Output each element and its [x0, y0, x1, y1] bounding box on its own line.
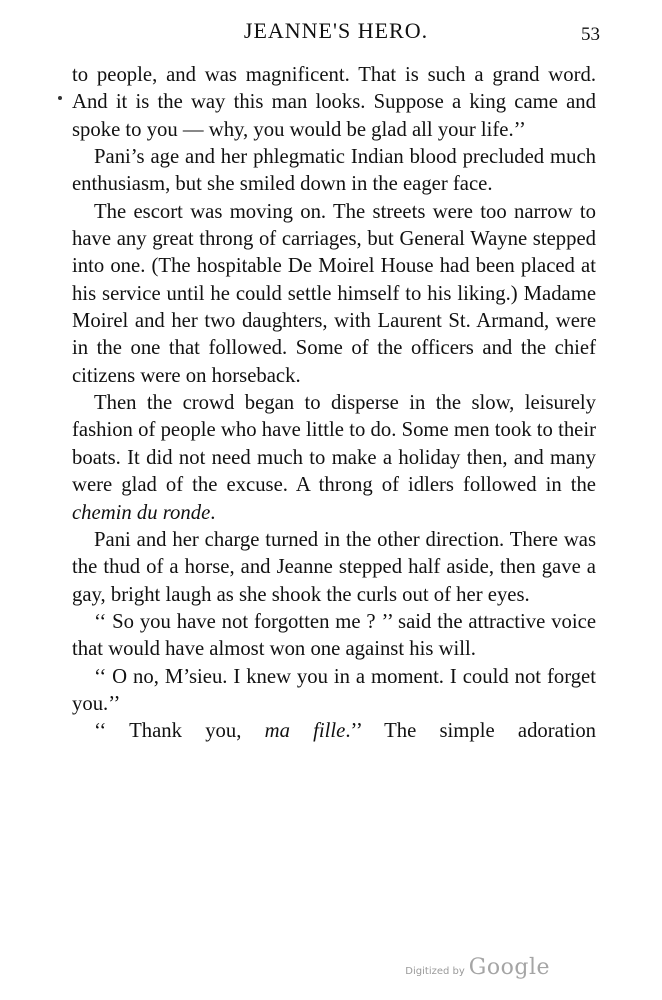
running-title: JEANNE'S HERO.	[243, 18, 429, 43]
paragraph	[72, 144, 596, 199]
paragraph	[72, 390, 596, 527]
paragraph	[72, 609, 596, 664]
paragraph	[72, 718, 596, 745]
text-segment: to people, and was magnificent. That is such a grand word. And it is the way this man looks. Suppose a king came and spoke to you — why, you would be glad all your life.’’	[72, 64, 596, 141]
watermark-prefix: Digitized by	[405, 966, 465, 977]
paragraph	[72, 62, 596, 144]
text-segment: ‘‘ O no, M’sieu. I knew you in a moment. I could not forget you.’’	[72, 665, 596, 715]
margin-mark	[58, 96, 62, 100]
page-header	[72, 18, 600, 52]
text-segment: The escort was moving on. The streets were too narrow to have any great throng of carriages, but General Wayne stepped into one. (The hospitable De Moirel House had been placed at his service until he could settle himself to his liking.) Madame Moirel and her two daughters, with Laurent St. Armand, were in the one that followed. Some of the officers and the chief citizens were on horseback.	[72, 200, 596, 387]
italic-text: chemin du ronde	[72, 501, 211, 524]
text-segment: .	[210, 501, 216, 524]
paragraph	[72, 664, 596, 719]
paragraph	[72, 199, 596, 390]
text-segment: ‘‘ Thank you,	[94, 720, 265, 743]
body-text	[72, 62, 596, 746]
text-segment: Pani and her charge turned in the other direction. There was the thud of a horse, and Jeanne stepped half aside, then gave a gay, bright laugh as she shook the curls out of her eyes.	[72, 528, 596, 606]
digitized-watermark	[405, 955, 550, 980]
page-number: 53	[581, 24, 600, 45]
text-segment: ‘‘ So you have not forgotten me ? ’’ said the attractive voice that would have almost won one against his will.	[72, 610, 596, 661]
text-segment: Pani’s age and her phlegmatic Indian blood precluded much enthusiasm, but she smiled down in the eager face.	[72, 146, 596, 196]
paragraph	[72, 527, 596, 609]
italic-text: ma fille	[264, 720, 346, 743]
text-segment: Then the crowd began to disperse in the slow, leisurely fashion of people who have little to do. Some men took to their boats. It did not need much to make a holiday then, and many were glad of the excuse. A throng of idlers followed in the	[72, 392, 596, 497]
google-logo: Google	[468, 955, 550, 980]
text-segment: .’’ The simple adoration	[345, 720, 597, 743]
